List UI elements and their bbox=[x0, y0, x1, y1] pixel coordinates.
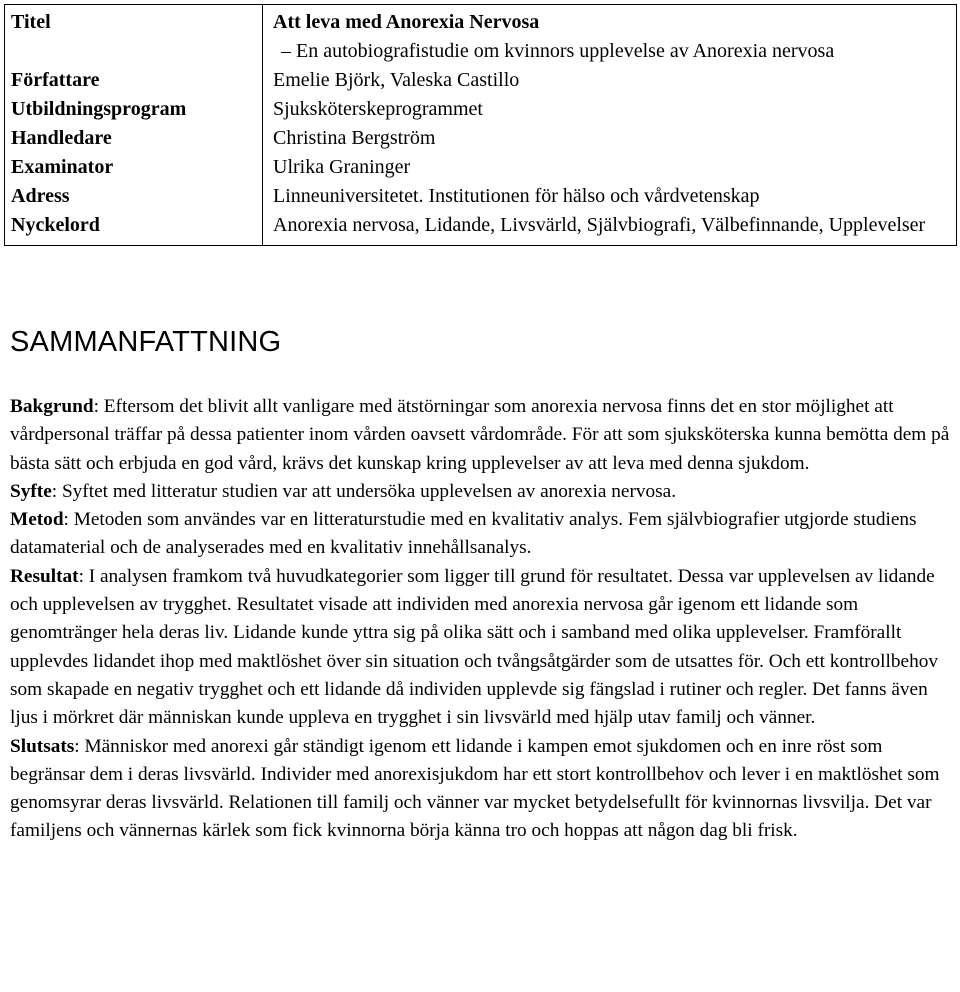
slutsats-label: Slutsats bbox=[10, 735, 75, 757]
meta-row-address bbox=[5, 182, 957, 211]
section-slutsats bbox=[10, 733, 950, 846]
meta-label-examiner: Examinator bbox=[5, 153, 263, 182]
summary-heading: SAMMANFATTNING bbox=[10, 326, 282, 358]
metod-text: : Metoden som användes var en litteraturstudie med en kvalitativ analys. Fem självbiografier utgjorde studiens datamaterial och de analyserades med en kvalitativ innehållsanalys. bbox=[10, 509, 917, 559]
resultat-label: Resultat bbox=[10, 565, 79, 587]
meta-value-author: Emelie Björk, Valeska Castillo bbox=[273, 69, 520, 91]
resultat-text: : I analysen framkom två huvudkategorier som ligger till grund för resultatet. Dessa var upplevelsen av lidande och upplevelsen av trygghet. Resultatet visade att individen med anorexia nervosa går igenom ett lidande som genomtränger hela deras liv. Lidande kunde yttra sig på olika sätt och i samband med olika upplevelser. Framförallt upplevdes lidandet ihop med maktlöshet över sin situation och tvångsåtgärder som de utsattes för. Och ett kontrollbehov som skapade en negativ trygghet och ett lidande då individen upplevde sig fängslad i rutiner och regler. Det fanns även ljus i mörkret där människan kunde uppleva en trygghet i sin livsvärld med hjälp utav familj och vänner. bbox=[10, 565, 938, 729]
meta-value-examiner: Ulrika Graninger bbox=[273, 156, 411, 178]
thesis-title: Att leva med Anorexia Nervosa bbox=[273, 11, 540, 33]
meta-row-examiner bbox=[5, 153, 957, 182]
meta-value-title bbox=[263, 5, 957, 67]
meta-label-program: Utbildningsprogram bbox=[5, 95, 263, 124]
meta-label-keywords: Nyckelord bbox=[5, 211, 263, 246]
meta-row-keywords bbox=[5, 211, 957, 246]
meta-row-author bbox=[5, 66, 957, 95]
section-bakgrund bbox=[10, 393, 950, 478]
meta-label-address: Adress bbox=[5, 182, 263, 211]
syfte-label: Syfte bbox=[10, 480, 52, 502]
meta-value-keywords: Anorexia nervosa, Lidande, Livsvärld, Självbiografi, Välbefinnande, Upplevelser bbox=[273, 214, 926, 236]
thesis-subtitle: – En autobiografistudie om kvinnors upplevelse av Anorexia nervosa bbox=[281, 40, 835, 62]
summary-body bbox=[10, 393, 950, 846]
section-metod bbox=[10, 506, 950, 563]
meta-row-supervisor bbox=[5, 124, 957, 153]
bakgrund-text: : Eftersom det blivit allt vanligare med ätstörningar som anorexia nervosa finns det en stor möjlighet att vårdpersonal träffar på dessa patienter inom vården oavsett vårdområde. För att som sjuksköterska kunna bemötta dem på bästa sätt och erbjuda en god vård, krävs det kunskap kring upplevelser av att leva med denna sjukdom. bbox=[10, 396, 950, 474]
syfte-text: : Syftet med litteratur studien var att undersöka upplevelsen av anorexia nervosa. bbox=[51, 480, 677, 502]
slutsats-text: : Människor med anorexi går ständigt igenom ett lidande i kampen emot sjukdomen och en inre röst som begränsar dem i deras livsvärld. Individer med anorexisjukdom har ett stort kontrollbehov och lever i en maktlöshet som genomsyrar deras livsvärld. Relationen till familj och vänner var mycket betydelsefullt för kvinnornas livsvilja. Det var familjens och vännernas kärlek som fick kvinnorna börja känna tro och hoppas att någon dag bli frisk. bbox=[10, 735, 940, 842]
meta-label-supervisor: Handledare bbox=[5, 124, 263, 153]
metadata-table bbox=[4, 4, 957, 246]
section-syfte bbox=[10, 478, 950, 506]
meta-row-program bbox=[5, 95, 957, 124]
meta-value-program: Sjuksköterskeprogrammet bbox=[273, 98, 483, 120]
section-resultat bbox=[10, 563, 950, 733]
meta-row-title bbox=[5, 5, 957, 67]
meta-value-supervisor: Christina Bergström bbox=[273, 127, 436, 149]
metod-label: Metod bbox=[10, 509, 64, 531]
meta-label-title: Titel bbox=[5, 5, 263, 67]
meta-label-author: Författare bbox=[5, 66, 263, 95]
bakgrund-label: Bakgrund bbox=[10, 396, 94, 417]
meta-value-address: Linneuniversitetet. Institutionen för hälso och vårdvetenskap bbox=[273, 185, 760, 207]
